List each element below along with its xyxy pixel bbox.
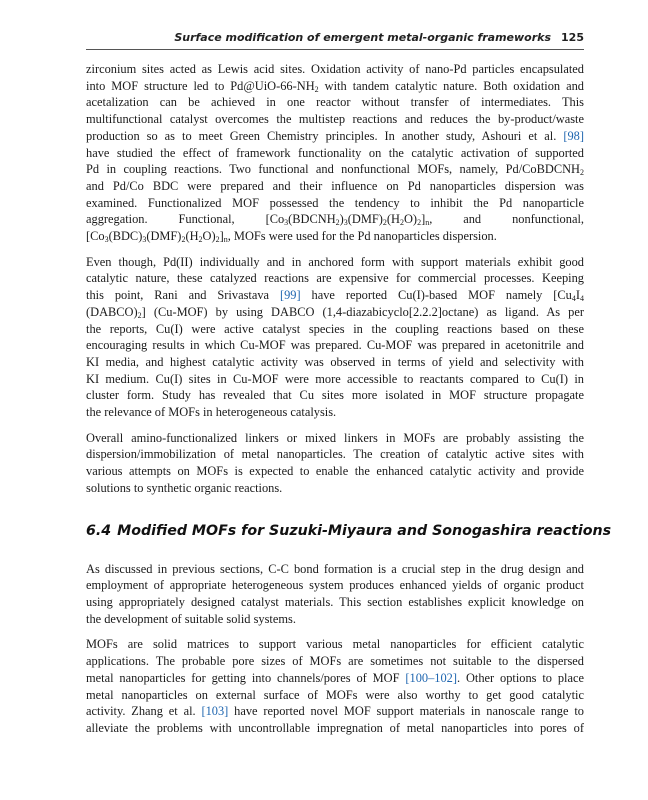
section-number: 6.4 xyxy=(86,522,112,539)
text-line: this point, Rani and Srivastava [99] have reported Cu(I)-based MOF namely [$Cu_4I_4$ xyxy=(86,288,584,304)
text-line: and Pd/Co BDC were prepared and their influence on Pd nanoparticles dispersion was xyxy=(86,178,584,193)
text-line: catalytic nature, these catalyzed reactions are expensive for commercial processes. Keeping xyxy=(86,271,584,286)
text-line: As discussed in previous sections, C-C bond formation is a crucial step in the drug design and xyxy=(86,561,584,576)
text-line: solutions to synthetic organic reactions. xyxy=(86,480,283,495)
text-line: using appropriately designed catalyst materials. This section establishes explicit knowledge on xyxy=(86,594,584,609)
text-line: encouraging results in which Cu-MOF was prepared. Cu-MOF was prepared in acetonitrile and xyxy=(86,338,584,353)
text-line: the relevance of MOFs in heterogeneous catalysis. xyxy=(86,405,337,420)
text-line: Even though, Pd(II) individually and in anchored form with support materials exhibit good xyxy=(86,254,584,269)
paragraph xyxy=(86,430,584,497)
text-line: $[Co_3(BDC)_3(DMF)_2(H_2O)_2]_n$, MOFs were used for the Pd nanoparticles dispersion. xyxy=(86,229,497,245)
text-line: Overall amino-functionalized linkers or mixed linkers in MOFs are probably assisting the xyxy=(86,430,584,445)
text-line: zirconium sites acted as Lewis acid sites. Oxidation activity of nano-Pd particles encapsulated xyxy=(86,62,584,76)
text-line: production so as to meet Green Chemistry principles. In another study, Ashouri et al. [98] xyxy=(86,128,584,143)
text-line: examined. Functionalized MOF possessed the tendency to inhibit the Pd nanoparticle xyxy=(86,195,584,210)
paragraph xyxy=(86,254,584,421)
text-line: $(DABCO)_2$] (Cu-MOF) by using DABCO (1,4-diazabicyclo[2.2.2]octane) as ligand. As per xyxy=(86,304,584,320)
text-line: Pd in coupling reactions. Two functional and nonfunctional MOFs, namely, Pd/CoBDCNH$_2$ xyxy=(86,162,584,178)
running-header xyxy=(86,31,584,44)
text-line: alleviate the problems with uncontrollable impregnation of metal nanoparticles into pores of xyxy=(86,720,584,735)
body-text xyxy=(86,61,612,746)
text-line: acetalization can be achieved in one reactor without transfer of intermediates. This xyxy=(86,95,584,110)
text-line: MOFs are solid matrices to support various metal nanoparticles for efficient catalytic xyxy=(86,637,584,652)
text-line: various attempts on MOFs is expected to enable the enhanced catalytic activity and provide xyxy=(86,464,584,479)
text-line: have studied the effect of framework functionality on the catalytic activation of supported xyxy=(86,145,584,160)
text-line: KI media, and highest catalytic activity was observed in terms of yield and selectivity with xyxy=(86,354,584,369)
running-title: Surface modification of emergent metal-organic frameworks xyxy=(174,31,552,44)
text-line: metal nanoparticles on external surface of MOFs were also worthy to get good catalytic xyxy=(86,687,584,702)
section-title: Modified MOFs for Suzuki-Miyaura and Sonogashira reactions xyxy=(117,522,612,539)
citation-link[interactable]: [99] xyxy=(279,288,301,303)
text-line: aggregation. Functional, $[Co_3(BDCNH_2)_3(DMF)_2(H_2O)_2]_n$, and nonfunctional, xyxy=(86,212,584,228)
header-rule xyxy=(86,49,584,50)
citation-link[interactable]: [100–102] xyxy=(405,670,457,685)
paragraph xyxy=(86,636,584,736)
citation-link[interactable]: [98] xyxy=(563,128,584,143)
text-line: the development of suitable solid systems. xyxy=(86,611,296,626)
text-line: employment of appropriate heterogeneous system produces enhanced yields of organic product xyxy=(86,578,584,593)
citation-link[interactable]: [103] xyxy=(201,704,229,719)
text-line: KI medium. Cu(I) sites in Cu-MOF were more accessible to reactants compared to Cu(I) in xyxy=(86,371,584,386)
paragraph xyxy=(86,61,584,245)
text-line: applications. The probable pore sizes of MOFs are sometimes not suitable to the dispersed xyxy=(86,654,584,669)
page-number: 125 xyxy=(561,31,584,44)
paragraph xyxy=(86,561,584,628)
text-line: into MOF structure led to $Pd@UiO-66-NH_2$ with tandem catalytic nature. Both oxidation and xyxy=(86,78,584,94)
text-line: multifunctional catalyst overcomes the multistep reactions and reduces the by-product/waste xyxy=(86,112,584,127)
text-line: metal nanoparticles for getting into channels/pores of MOF [100–102]. Other options to place xyxy=(86,670,584,685)
text-line: activity. Zhang et al. [103] have reported novel MOF support materials in nanoscale range to xyxy=(86,704,584,719)
text-line: cluster form. Study has revealed that Cu sites more isolated in MOF structure propagate xyxy=(86,388,584,403)
text-line: the reports, Cu(I) were active catalyst species in the coupling reactions based on these xyxy=(86,321,584,336)
section-heading xyxy=(86,522,612,540)
text-line: dispersion/immobilization of metal nanoparticles. The creation of catalytic active sites with xyxy=(86,447,584,462)
